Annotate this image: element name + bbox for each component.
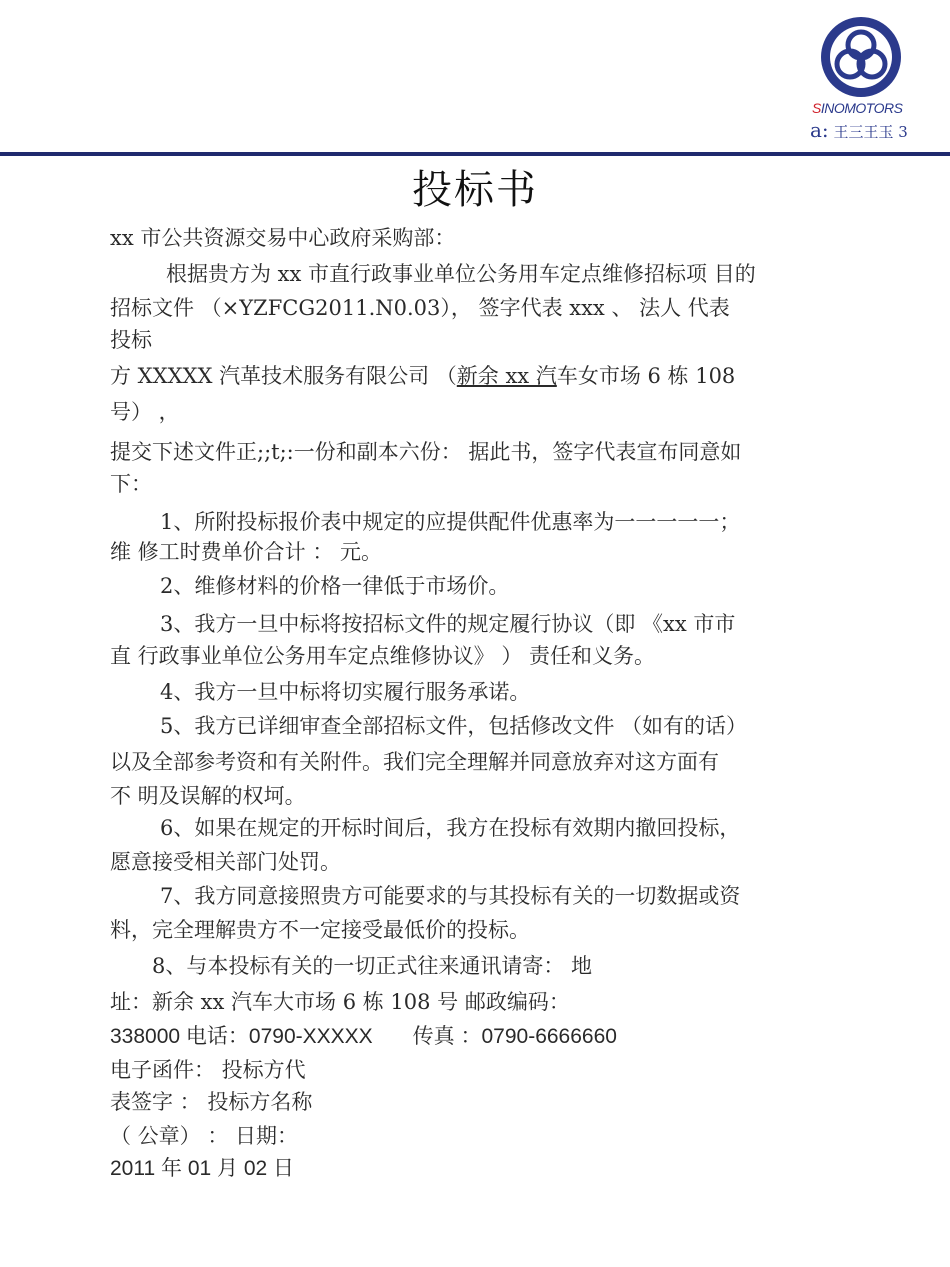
brand-subtag: a: 王三王玉 3	[810, 118, 908, 142]
trefoil-logo-icon	[818, 14, 904, 100]
list-item-6: 6、如果在规定的开标时间后，我方在投标有效期内撤回投标，	[160, 816, 741, 840]
list-item-7-cont: 料，完全理解贵方不一定接受最低价的投标。	[110, 918, 530, 942]
list-item-5: 5、我方已详细审查全部招标文件，包括修改文件 （如有的话）	[160, 714, 748, 738]
list-item-4: 4、我方一旦中标将切实履行服务承诺。	[160, 680, 531, 704]
intro-line: 下：	[110, 472, 152, 496]
seal-date-line: （ 公章） ： 日期：	[110, 1124, 299, 1148]
intro-line: 投标	[110, 328, 152, 352]
list-item-6-cont: 愿意接受相关部门处罚。	[110, 850, 341, 874]
list-item-3: 3、我方一旦中标将按招标文件的规定履行协议（即 《xx 市市	[160, 612, 736, 636]
list-item-5-cont: 以及全部参考资和有关附件。我们完全理解并同意放弃对这方面有	[110, 750, 719, 774]
phone-number: 338000 电话：0790-XXXXX	[110, 1025, 373, 1048]
contact-phone-fax	[110, 1026, 617, 1047]
header-rule	[0, 152, 950, 156]
intro-line: 招标文件 （×YZFCG2011.N0.03）， 签字代表 xxx 、 法人 代表	[110, 296, 730, 320]
signer-line: 表签字 ： 投标方名称	[110, 1090, 313, 1114]
fax-number: 传真 ：0790-6666660	[412, 1025, 617, 1048]
intro-line: 号） ，	[110, 400, 180, 424]
underlined-address: 新余 xx 汽	[456, 364, 557, 388]
list-item-5-cont: 不 明及误解的权坷。	[110, 784, 306, 808]
addressee: xx 市公共资源交易中心政府采购部：	[110, 226, 456, 250]
email-line: 电子函件： 投标方代	[110, 1058, 306, 1082]
intro-line: 提交下述文件正;;t;:一份和副本六份： 据此书，签字代表宣布同意如	[110, 440, 742, 464]
mailing-address: 址：新余 xx 汽车大市场 6 栋 108 号 邮政编码：	[110, 990, 570, 1014]
list-item-1: 1、所附投标报价表中规定的应提供配件优惠率为一一一一一；	[160, 510, 741, 534]
list-item-3-cont: 直 行政事业单位公务用车定点维修协议》 ） 责任和义务。	[110, 644, 656, 668]
list-item-7: 7、我方同意接照贵方可能要求的与其投标有关的一切数据或资	[160, 884, 741, 908]
document-date: 2011 年 01 月 02 日	[110, 1157, 295, 1180]
list-item-2: 2、维修材料的价格一律低于市场价。	[160, 574, 510, 598]
list-item-1-cont: 维 修工时费单价合计 ： 元。	[110, 540, 383, 564]
list-item-8: 8、与本投标有关的一切正式往来通讯请寄： 地	[152, 954, 593, 978]
page-title: 投标书	[412, 167, 538, 213]
sinomotors-logo	[808, 8, 928, 140]
intro-line: 方 XXXXX 汽革技术服务有限公司 （新余 xx 汽车女市场 6 栋 108	[110, 364, 736, 388]
intro-line: 根据贵方为 xx 市直行政事业单位公务用车定点维修招标项 目的	[166, 262, 756, 286]
brand-name: SINOMOTORS	[812, 100, 903, 116]
